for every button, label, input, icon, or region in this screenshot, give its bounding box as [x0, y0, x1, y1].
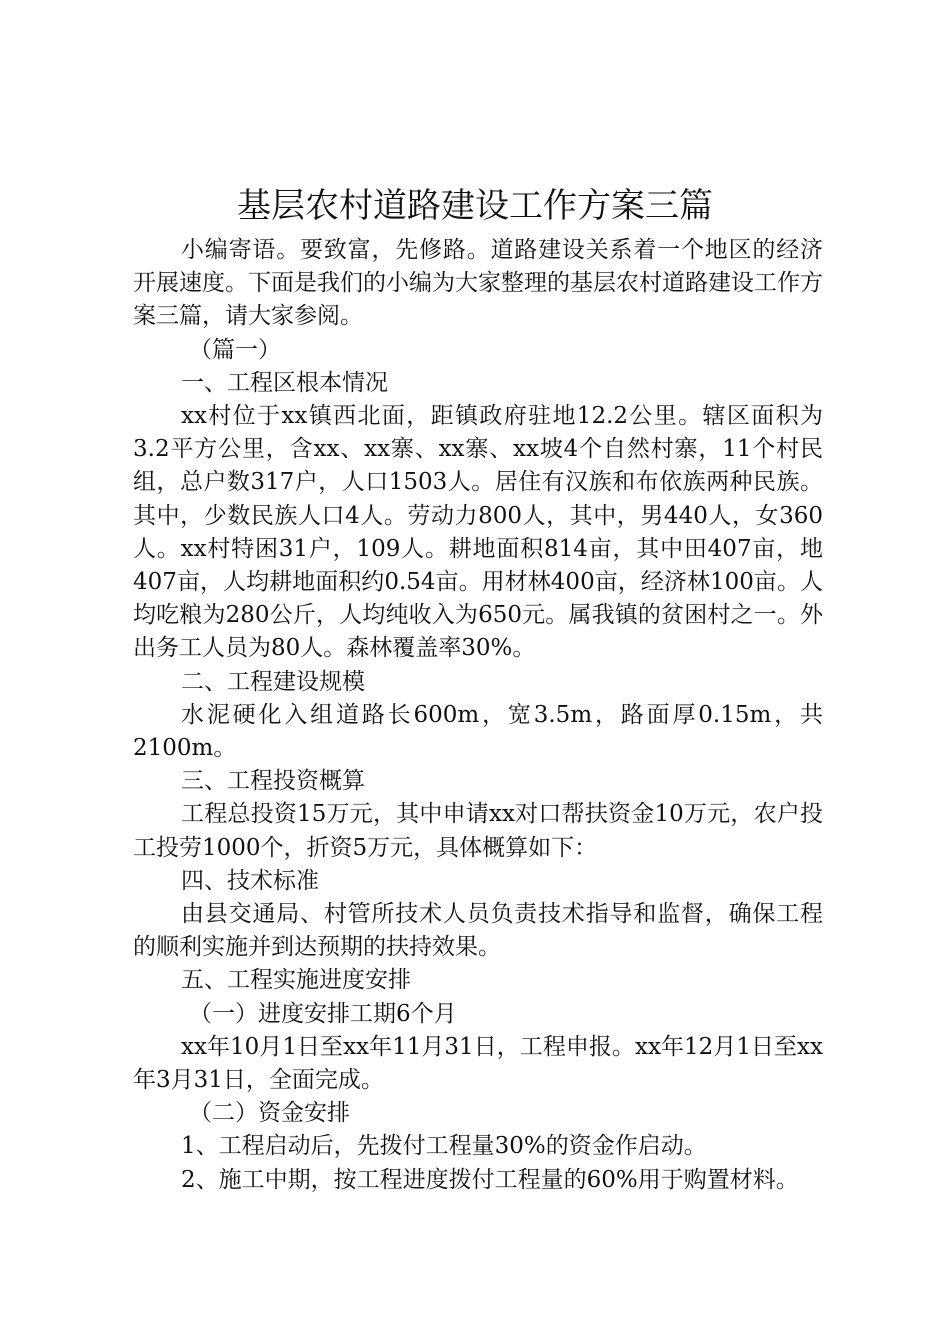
- section-heading-1: 一、工程区根本情况: [181, 369, 388, 396]
- document-body: [133, 234, 823, 1197]
- section-heading-4: 四、技术标准: [181, 867, 319, 894]
- subsection-heading-2: （二）资金安排: [189, 1100, 350, 1127]
- part-one-label: （篇一）: [189, 336, 281, 363]
- section-paragraph-1: xx村位于xx镇西北面，距镇政府驻地12.2公里。辖区面积为3.2平方公里，含xx、xx寨、xx寨、xx坡4个自然村寨，11个村民组，总户数317户，人口1503人。居住有汉族和布依族两种民族。其中，少数民族人口4人。劳动力800人，其中，男440人，女360人。xx村特困31户，109人。耕地面积814亩，其中田407亩，地407亩，人均耕地面积约0.54亩。用材林400亩，经济林100亩。人均吃粮为280公斤，人均纯收入为650元。属我镇的贫困村之一。外出务工人员为80人。森林覆盖率30%。: [133, 403, 823, 662]
- list-item: 2、施工中期，按工程进度拨付工程量的60%用于购置材料。: [181, 1166, 799, 1193]
- section-heading-5: 五、工程实施进度安排: [181, 967, 411, 994]
- list-item: 1、工程启动后，先拨付工程量30%的资金作启动。: [181, 1133, 707, 1160]
- section-heading-3: 三、工程投资概算: [181, 768, 365, 795]
- subsection-paragraph-1: xx年10月1日至xx年11月31日，工程申报。xx年12月1日至xx年3月31日，全面完成。: [133, 1033, 823, 1094]
- section-paragraph-2: 水泥硬化入组道路长600m，宽3.5m，路面厚0.15m，共2100m。: [133, 701, 823, 762]
- section-paragraph-4: 由县交通局、村管所技术人员负责技术指导和监督，确保工程的顺利实施并到达预期的扶持效果。: [133, 901, 823, 961]
- subsection-heading-1: （一）进度安排工期6个月: [189, 1000, 457, 1027]
- intro-paragraph: 小编寄语。要致富，先修路。道路建设关系着一个地区的经济开展速度。下面是我们的小编为大家整理的基层农村道路建设工作方案三篇，请大家参阅。: [133, 237, 823, 330]
- document-title: 基层农村道路建设工作方案三篇: [237, 186, 713, 226]
- section-paragraph-3: 工程总投资15万元，其中申请xx对口帮扶资金10万元，农户投工投劳1000个，折资5万元，具体概算如下：: [133, 801, 823, 861]
- section-heading-2: 二、工程建设规模: [181, 668, 365, 695]
